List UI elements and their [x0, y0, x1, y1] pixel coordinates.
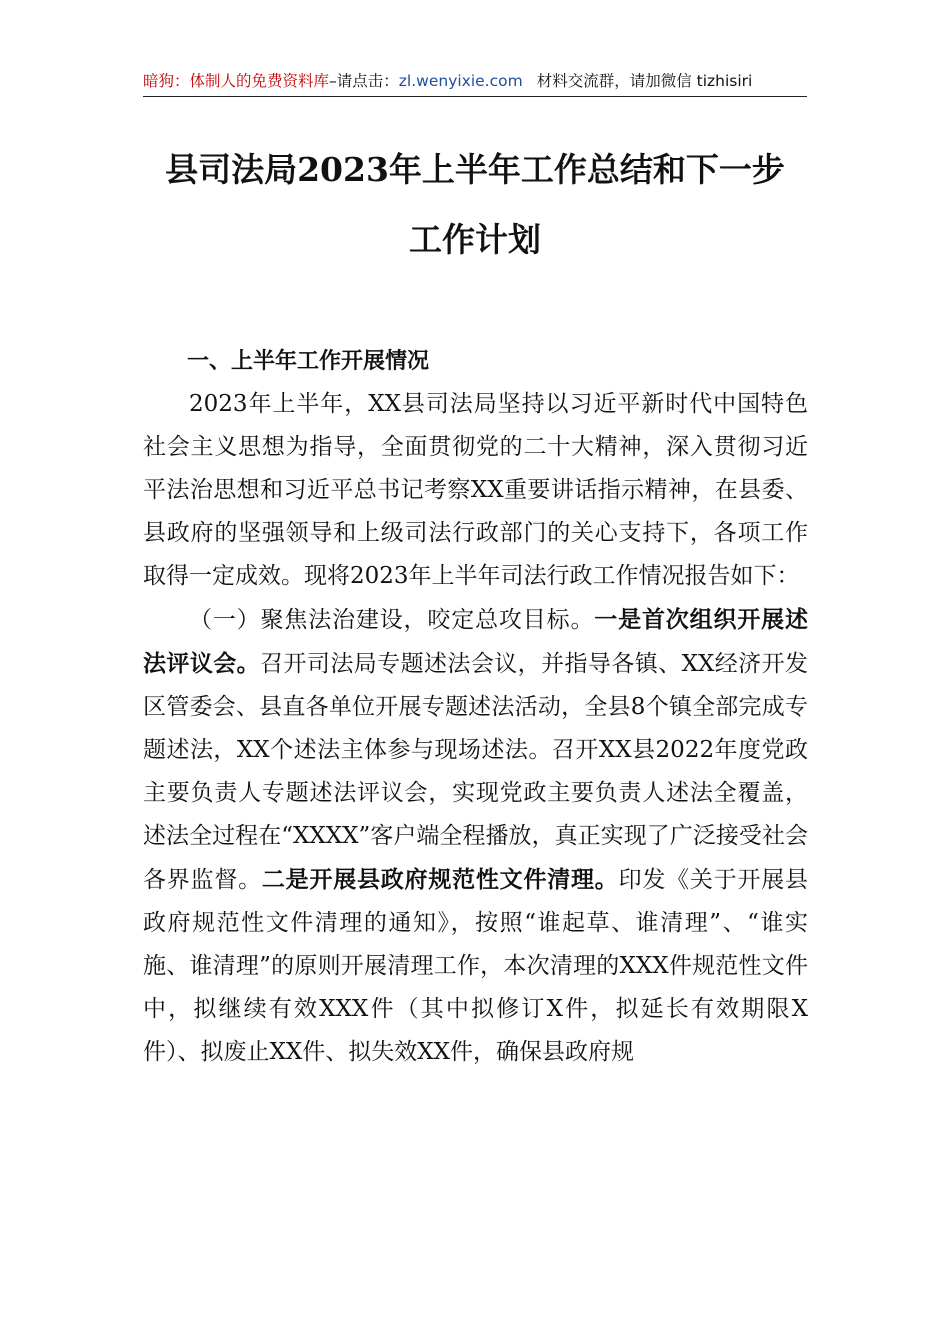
intro-paragraph: 2023年上半年，XX县司法局坚持以习近平新时代中国特色社会主义思想为指导，全面贯彻党的二十大精神，深入贯彻习近平法治思想和习近平总书记考察XX重要讲话指示精神，在县委、县政府的坚强领导和上级司法行政部门的关心支持下，各项工作取得一定成效。现将2023年上半年司法行政工作情况报告如下： [143, 391, 808, 589]
header-url-link[interactable]: zl.wenyixie.com [398, 72, 523, 90]
point1-label: 一是首次组织开展述法评议会。 [143, 606, 809, 677]
header-brand: 暗狗：体制人的免费资料库 [143, 72, 330, 90]
document-title-line1: 县司法局2023年上半年工作总结和下一步 [165, 150, 785, 189]
header-contact: 材料交流群，请加微信 tizhisiri [536, 72, 753, 90]
point1-text: 召开司法局专题述法会议，并指导各镇、XX经济开发区管委会、县直各单位开展专题述法活动，全县8个镇全部完成专题述法，XX个述法主体参与现场述法。召开XX县2022年度党政主要负责人专题述法评议会，实现党政主要负责人述法全覆盖，述法全过程在“XXXX”客户端全程播放，真正实现了广泛接受社会各界监督。 [143, 651, 809, 893]
point2-label: 二是开展县政府规范性文件清理。 [261, 866, 619, 893]
page-header [143, 66, 807, 97]
document-body [143, 340, 808, 1074]
document-title-line2: 工作计划 [409, 220, 541, 259]
section-heading: 一、上半年工作开展情况 [187, 349, 430, 374]
point2-text: 印发《关于开展县政府规范性文件清理的通知》，按照“谁起草、谁清理”、“谁实施、谁清理”的原则开展清理工作，本次清理的XXX件规范性文件中，拟继续有效XXX件（其中拟修订X件，拟延长有效期限X件）、拟废止XX件、拟失效XX件，确保县政府规 [143, 867, 809, 1065]
header-prompt: –请点击： [329, 72, 399, 90]
subsection-heading: （一）聚焦法治建设，咬定总攻目标。 [189, 607, 595, 633]
subsection-paragraph [143, 598, 808, 1074]
